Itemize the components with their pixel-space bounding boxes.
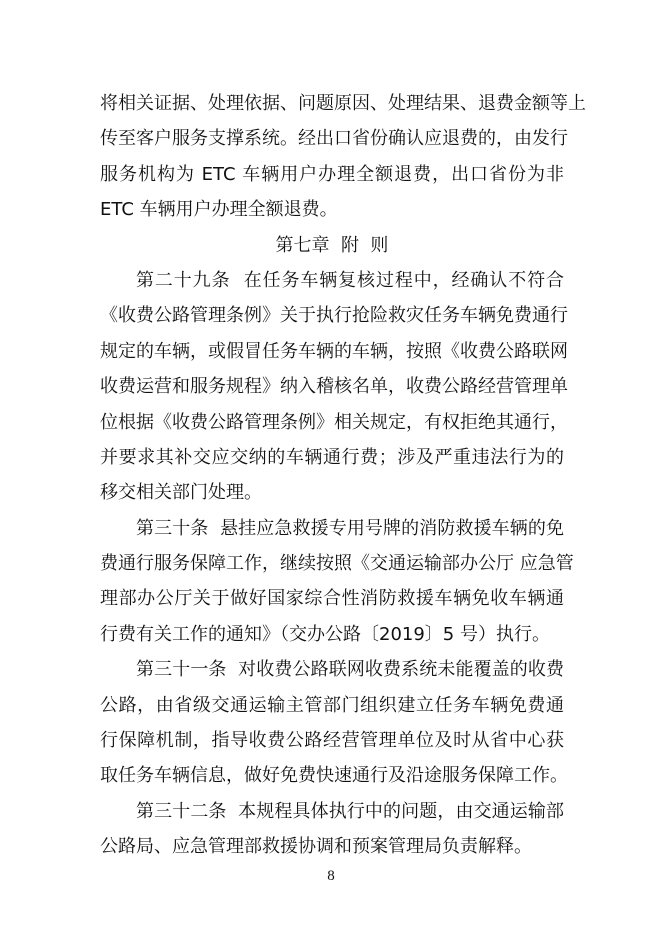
text-line: 第三十二条 本规程具体执行中的问题，由交通运输部 bbox=[136, 800, 564, 822]
text-line: 并要求其补交应交纳的车辆通行费；涉及严重违法行为的 bbox=[100, 446, 564, 468]
text-line: 传至客户服务支撑系统。经出口省份确认应退费的，由发行 bbox=[100, 128, 568, 150]
text-line: ETC 车辆用户办理全额退费。 bbox=[100, 199, 338, 221]
text-line: 第三十一条 对收费公路联网收费系统未能覆盖的收费 bbox=[136, 659, 564, 681]
text-line: 理部办公厅关于做好国家综合性消防救援车辆免收车辆通 bbox=[100, 588, 564, 610]
paragraph-article-32 bbox=[100, 794, 564, 865]
text-line: 服务机构为 ETC 车辆用户办理全额退费，出口省份为非 bbox=[100, 163, 564, 185]
text-line: 收费运营和服务规程》纳入稽核名单，收费公路经营管理单 bbox=[100, 376, 568, 398]
text-line: 规定的车辆，或假冒任务车辆的车辆，按照《收费公路联网 bbox=[100, 340, 568, 362]
text-line: 取任务车辆信息，做好免费快速通行及沿途服务保障工作。 bbox=[100, 765, 568, 787]
chapter-title: 第七章 附 则 bbox=[275, 234, 389, 256]
text-line: 公路局、应急管理部救援协调和预案管理局负责解释。 bbox=[100, 836, 532, 858]
text-line: 第二十九条 在任务车辆复核过程中，经确认不符合 bbox=[136, 269, 564, 291]
text-line: 行保障机制，指导收费公路经营管理单位及时从省中心获 bbox=[100, 730, 564, 752]
text-line: 费通行服务保障工作，继续按照《交通运输部办公厅 应急管 bbox=[100, 553, 574, 575]
paragraph-article-30 bbox=[100, 511, 574, 653]
text-line: 第三十条 悬挂应急救援专用号牌的消防救援车辆的免 bbox=[136, 517, 564, 539]
text-line: 行费有关工作的通知》（交办公路〔2019〕5 号）执行。 bbox=[100, 623, 550, 645]
text-line: 移交相关部门处理。 bbox=[100, 482, 262, 504]
paragraph bbox=[100, 86, 586, 228]
text-line: 公路，由省级交通运输主管部门组织建立任务车辆免费通 bbox=[100, 694, 564, 716]
paragraph-article-29 bbox=[100, 263, 568, 511]
text-line: 《收费公路管理条例》关于执行抢险救灾任务车辆免费通行 bbox=[100, 305, 568, 327]
document-body bbox=[100, 86, 586, 865]
page-number: 8 bbox=[327, 868, 335, 884]
paragraph-article-31 bbox=[100, 652, 568, 794]
text-line: 位根据《收费公路管理条例》相关规定，有权拒绝其通行， bbox=[100, 411, 568, 433]
text-line: 将相关证据、处理依据、问题原因、处理结果、退费金额等上 bbox=[100, 93, 586, 114]
